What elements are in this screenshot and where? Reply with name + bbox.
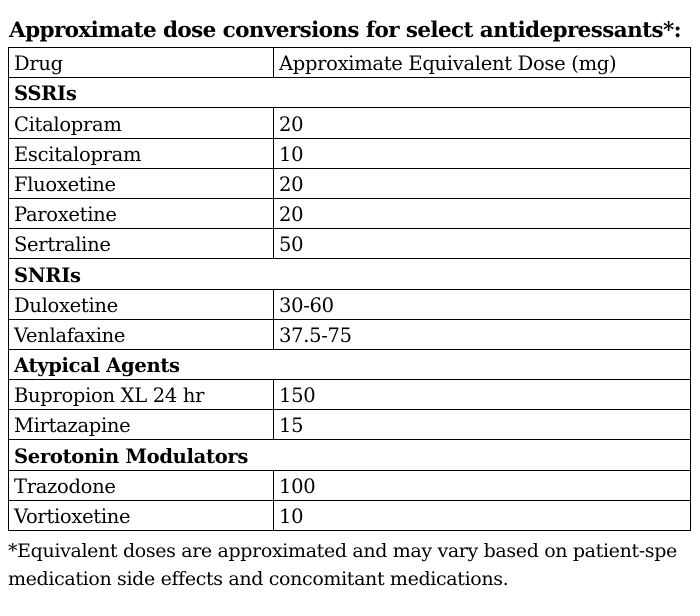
footnote [8,537,677,593]
section-label: SSRIs [9,78,691,108]
header-drug: Drug [9,48,274,78]
dose-cell: 50 [274,229,691,259]
table-header-row [9,48,691,78]
table-row [9,289,691,319]
dose-cell: 10 [274,138,691,168]
dose-cell: 20 [274,168,691,198]
dose-cell: 20 [274,108,691,138]
table-row [9,168,691,198]
drug-cell: Sertraline [9,229,274,259]
section-label: Atypical Agents [9,349,691,379]
table-row [9,410,691,440]
section-label: SNRIs [9,259,691,289]
drug-cell: Citalopram [9,108,274,138]
dose-cell: 37.5-75 [274,319,691,349]
dose-conversion-table [8,47,691,531]
drug-cell: Paroxetine [9,198,274,228]
drug-cell: Trazodone [9,470,274,500]
table-row [9,198,691,228]
dose-cell: 10 [274,500,691,530]
section-row [9,349,691,379]
table-row [9,470,691,500]
dose-cell: 30-60 [274,289,691,319]
drug-cell: Duloxetine [9,289,274,319]
drug-cell: Fluoxetine [9,168,274,198]
drug-cell: Venlafaxine [9,319,274,349]
footnote-line-1: *Equivalent doses are approximated and may vary based on patient-spe [8,540,677,562]
table-row [9,319,691,349]
section-row [9,78,691,108]
drug-cell: Mirtazapine [9,410,274,440]
table-row [9,108,691,138]
footnote-line-2: medication side effects and concomitant medications. [8,568,509,590]
section-row [9,440,691,470]
drug-cell: Vortioxetine [9,500,274,530]
section-row [9,259,691,289]
section-label: Serotonin Modulators [9,440,691,470]
dose-cell: 100 [274,470,691,500]
table-row [9,229,691,259]
drug-cell: Bupropion XL 24 hr [9,380,274,410]
dose-cell: 20 [274,198,691,228]
header-dose: Approximate Equivalent Dose (mg) [274,48,691,78]
page-title: Approximate dose conversions for select antidepressants*: [9,18,681,43]
dose-cell: 150 [274,380,691,410]
drug-cell: Escitalopram [9,138,274,168]
table-row [9,380,691,410]
table-body [9,48,691,531]
table-row [9,500,691,530]
table-row [9,138,691,168]
dose-cell: 15 [274,410,691,440]
